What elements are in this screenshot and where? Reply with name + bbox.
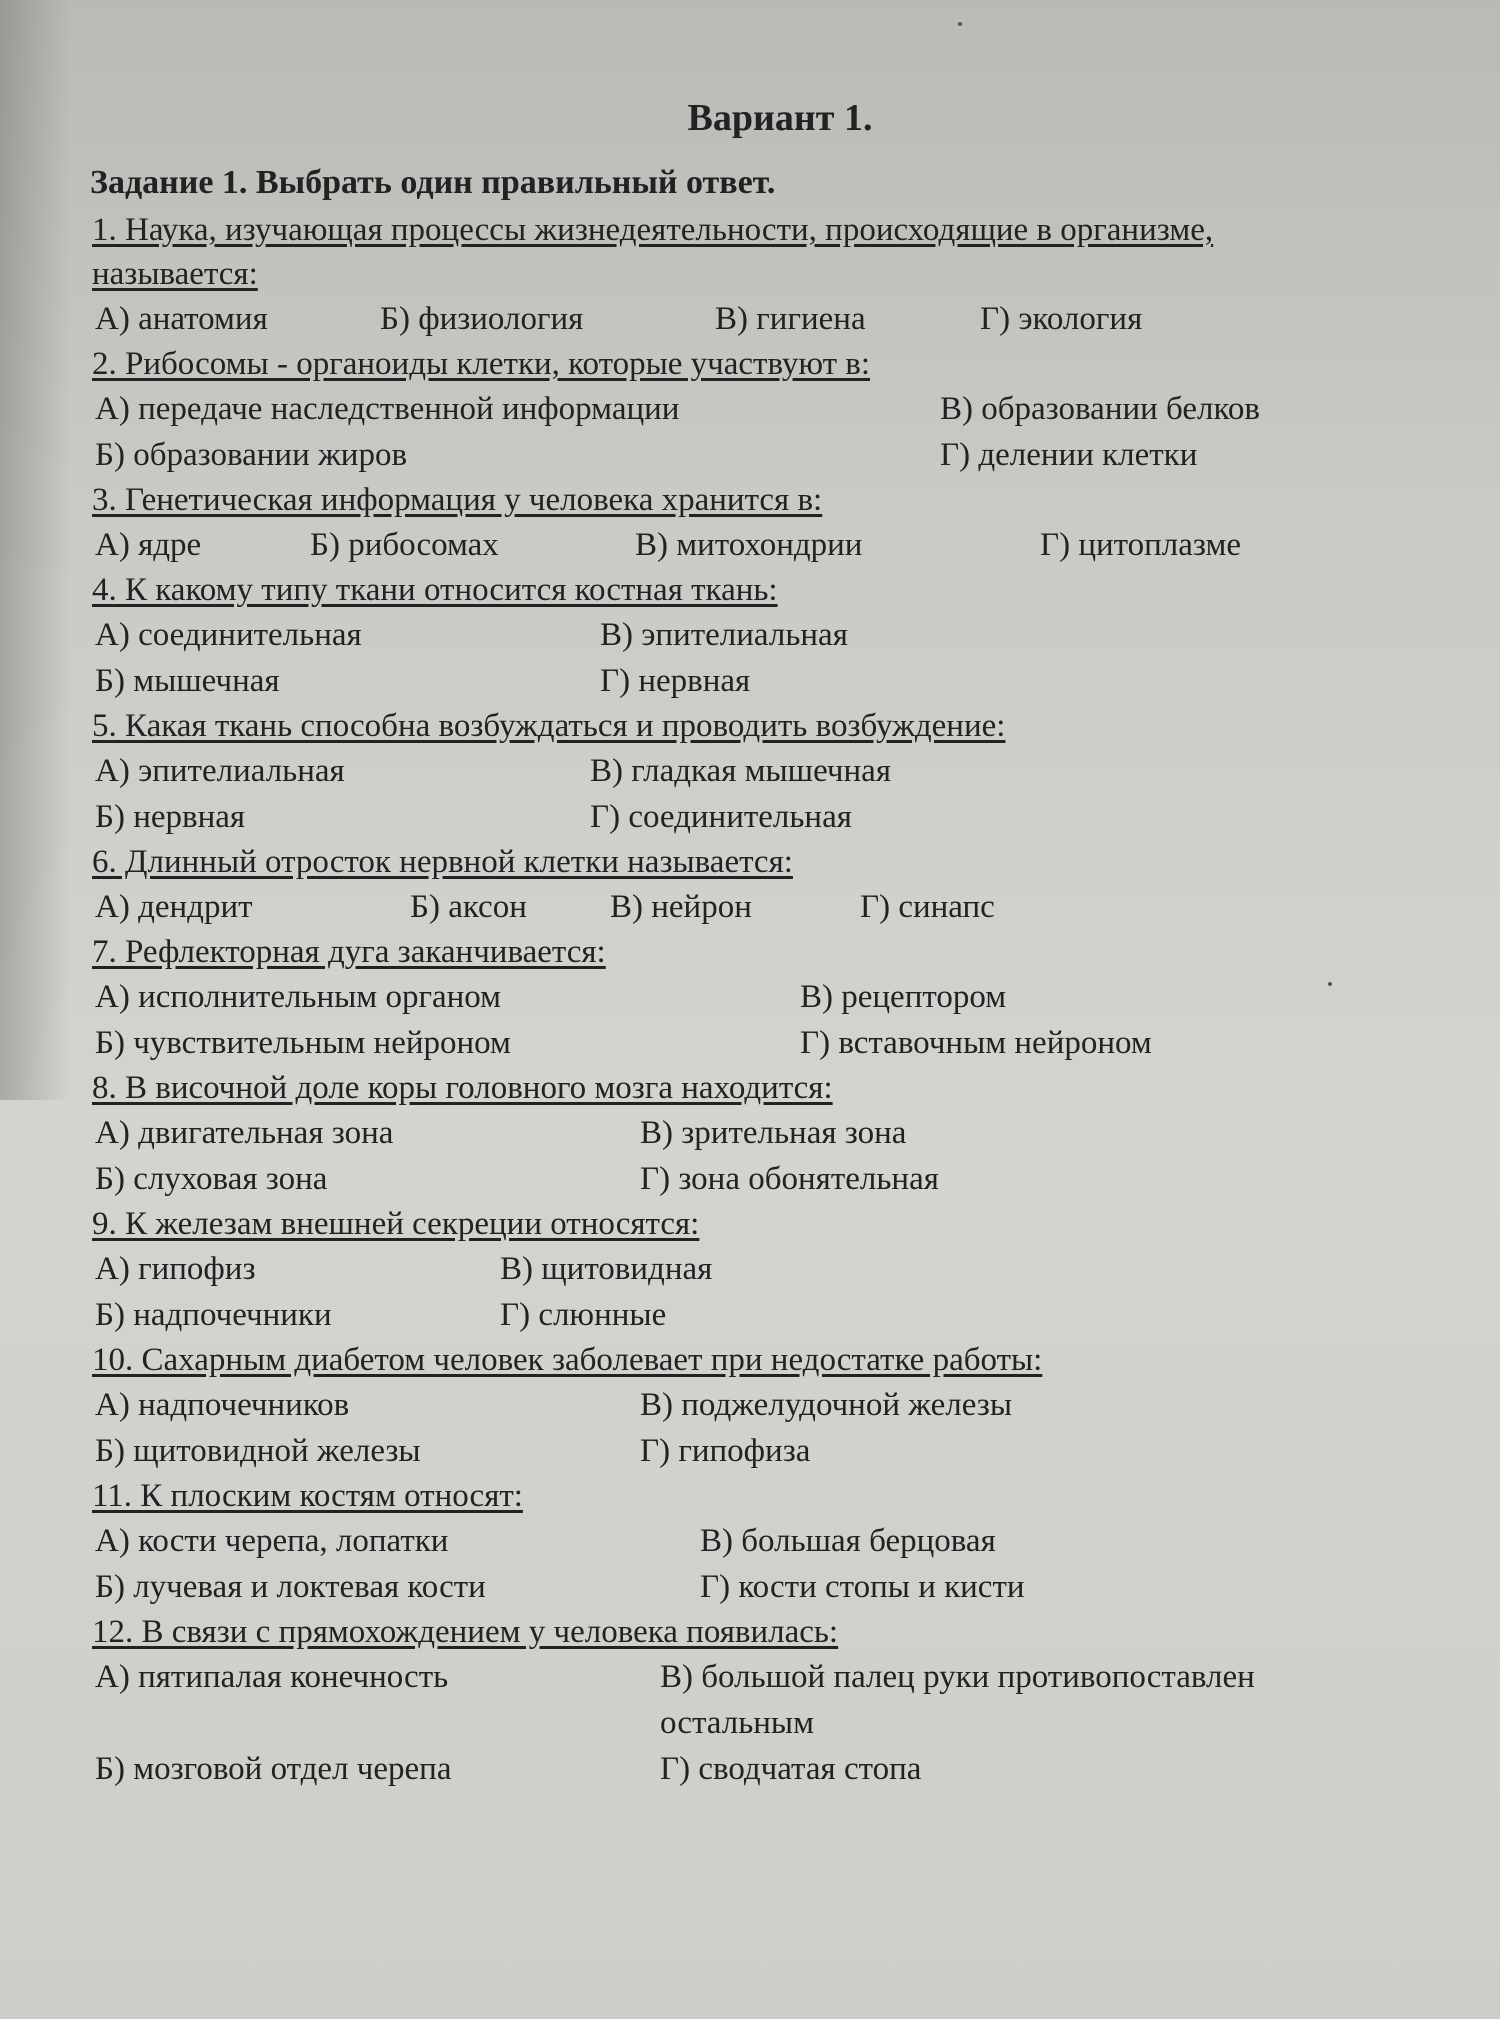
option-a: А) гипофиз xyxy=(95,1251,256,1287)
options-row xyxy=(80,612,1470,658)
option-g: Г) делении клетки xyxy=(940,437,1198,473)
task-header: Задание 1. Выбрать один правильный ответ. xyxy=(90,164,776,201)
option-g: Г) гипофиза xyxy=(640,1433,811,1469)
option-g: Г) нервная xyxy=(600,663,751,699)
option-v: В) зрительная зона xyxy=(640,1115,907,1151)
option-v: В) нейрон xyxy=(610,889,752,925)
options-row xyxy=(80,1564,1470,1610)
option-b: Б) рибосомах xyxy=(310,527,499,563)
options-row xyxy=(80,432,1470,478)
option-b: Б) слуховая зона xyxy=(95,1161,328,1197)
question-4: 4. К какому типу ткани относится костная ткань: xyxy=(92,572,778,608)
options-row xyxy=(80,1518,1470,1564)
option-v: В) образовании белков xyxy=(940,391,1260,427)
options-row xyxy=(80,1110,1470,1156)
option-g: Г) вставочным нейроном xyxy=(800,1025,1152,1061)
question-12: 12. В связи с прямохождением у человека появилась: xyxy=(92,1614,839,1650)
options-row xyxy=(80,884,1470,930)
option-g: Г) слюнные xyxy=(500,1297,667,1333)
options-row xyxy=(80,386,1470,432)
question-10: 10. Сахарным диабетом человек заболевает при недостатке работы: xyxy=(92,1342,1043,1378)
option-a: А) исполнительным органом xyxy=(95,979,502,1015)
option-v: В) поджелудочной железы xyxy=(640,1387,1012,1423)
option-b: Б) нервная xyxy=(95,799,246,835)
options-row xyxy=(80,1746,1470,1792)
options-row xyxy=(80,1246,1470,1292)
question-11: 11. К плоским костям относят: xyxy=(92,1478,523,1514)
page-shadow xyxy=(0,0,70,1100)
option-a: А) дендрит xyxy=(95,889,253,925)
option-g: Г) экология xyxy=(980,301,1143,337)
option-g: Г) соединительная xyxy=(590,799,852,835)
options-row xyxy=(80,1428,1470,1474)
option-g: Г) синапс xyxy=(860,889,995,925)
option-g: Г) сводчатая стопа xyxy=(660,1751,922,1787)
option-v: В) рецептором xyxy=(800,979,1007,1015)
option-b: Б) щитовидной железы xyxy=(95,1433,421,1469)
option-b: Б) аксон xyxy=(410,889,527,925)
speck xyxy=(958,22,962,26)
options-row xyxy=(80,794,1470,840)
options-row xyxy=(80,1654,1470,1746)
option-a: А) пятипалая конечность xyxy=(95,1659,449,1695)
option-v: В) гладкая мышечная xyxy=(590,753,891,789)
option-v: В) щитовидная xyxy=(500,1251,713,1287)
options-row xyxy=(80,748,1470,794)
option-a: А) анатомия xyxy=(95,301,268,337)
option-v: В) митохондрии xyxy=(635,527,863,563)
option-a: А) эпителиальная xyxy=(95,753,345,789)
option-a: А) надпочечников xyxy=(95,1387,350,1423)
document-body xyxy=(80,88,1470,1792)
option-v: В) большая берцовая xyxy=(700,1523,996,1559)
question-2: 2. Рибосомы - органоиды клетки, которые участвуют в: xyxy=(92,346,871,382)
option-a: А) двигательная зона xyxy=(95,1115,394,1151)
option-b: Б) мышечная xyxy=(95,663,280,699)
option-g: Г) цитоплазме xyxy=(1040,527,1241,563)
options-row xyxy=(80,974,1470,1020)
options-row xyxy=(80,1382,1470,1428)
option-g: Г) зона обонятельная xyxy=(640,1161,939,1197)
option-b: Б) физиология xyxy=(380,301,584,337)
option-v: В) большой палец руки противопоставлен остальным xyxy=(660,1659,1255,1741)
option-v: В) эпителиальная xyxy=(600,617,848,653)
options-row xyxy=(80,1156,1470,1202)
option-b: Б) образовании жиров xyxy=(95,437,408,473)
question-7: 7. Рефлекторная дуга заканчивается: xyxy=(92,934,606,970)
option-a: А) ядре xyxy=(95,527,202,563)
option-b: Б) лучевая и локтевая кости xyxy=(95,1569,486,1605)
option-b: Б) мозговой отдел черепа xyxy=(95,1751,452,1787)
options-row xyxy=(80,296,1470,342)
options-row xyxy=(80,1292,1470,1338)
question-1: 1. Наука, изучающая процессы жизнедеятельности, происходящие в организме, называется: xyxy=(92,212,1214,292)
question-3: 3. Генетическая информация у человека хранится в: xyxy=(92,482,823,518)
option-v: В) гигиена xyxy=(715,301,866,337)
option-g: Г) кости стопы и кисти xyxy=(700,1569,1025,1605)
option-a: А) передаче наследственной информации xyxy=(95,391,680,427)
variant-title: Вариант 1. xyxy=(687,97,873,139)
question-8: 8. В височной доле коры головного мозга находится: xyxy=(92,1070,833,1106)
option-b: Б) чувствительным нейроном xyxy=(95,1025,511,1061)
options-row xyxy=(80,522,1470,568)
option-b: Б) надпочечники xyxy=(95,1297,332,1333)
options-row xyxy=(80,658,1470,704)
options-row xyxy=(80,1020,1470,1066)
option-a: А) соединительная xyxy=(95,617,362,653)
question-5: 5. Какая ткань способна возбуждаться и проводить возбуждение: xyxy=(92,708,1006,744)
question-9: 9. К железам внешней секреции относятся: xyxy=(92,1206,700,1242)
option-a: А) кости черепа, лопатки xyxy=(95,1523,449,1559)
question-6: 6. Длинный отросток нервной клетки называется: xyxy=(92,844,793,880)
